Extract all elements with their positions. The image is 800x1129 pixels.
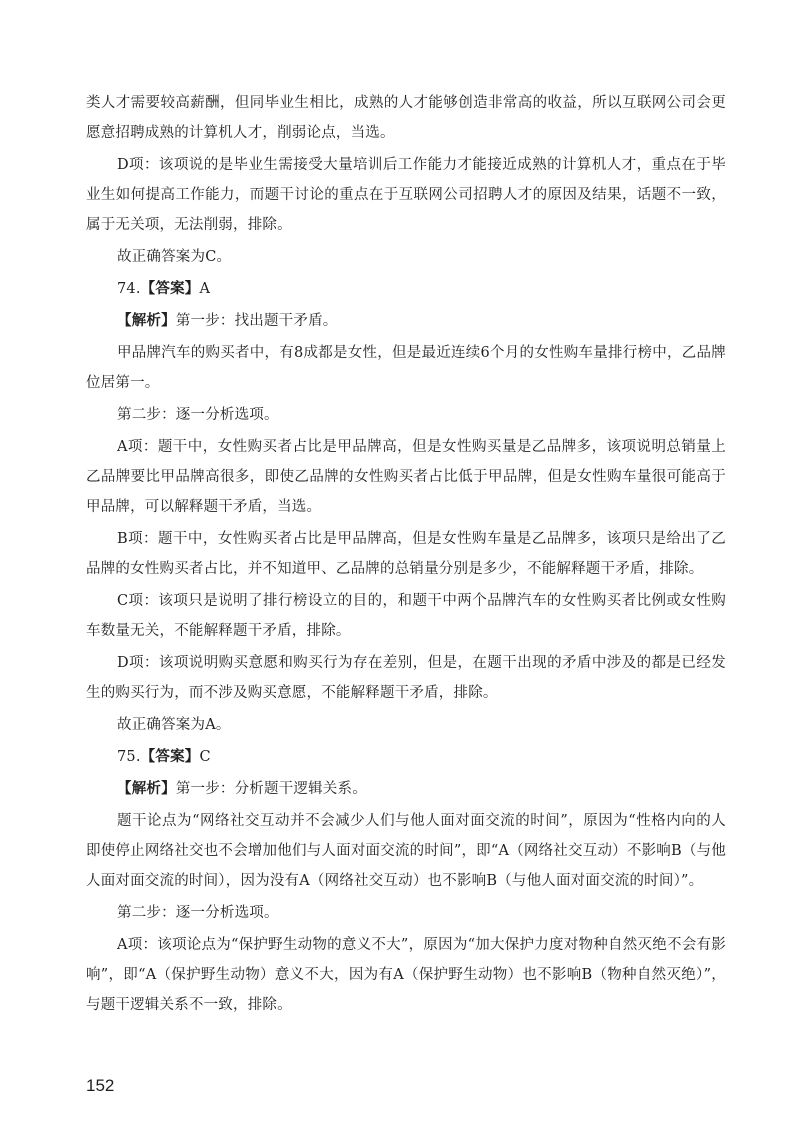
analysis-step: 第一步：找出题干矛盾。	[175, 313, 338, 329]
answer-tag: 【答案】	[140, 748, 200, 765]
paragraph: D项：该项说的是毕业生需接受大量培训后工作能力才能接近成熟的计算机人才，重点在于毕业生如何提高工作能力，而题干讨论的重点在于互联网公司招聘人才的原因及结果，话题不一致，属于无关项，无法削弱，排除。	[86, 157, 726, 233]
paragraph: C项：该项只是说明了排行榜设立的目的，和题干中两个品牌汽车的女性购买者比例或女性购车数量无关，不能解释题干矛盾，排除。	[86, 593, 726, 639]
paragraph: A项：该项论点为“保护野生动物的意义不大”，原因为“加大保护力度对物种自然灭绝不会有影响”，即“A（保护野生动物）意义不大，因为有A（保护野生动物）也不影响B（物种自然灭绝）”，与题干逻辑关系不一致，排除。	[86, 937, 726, 1013]
paragraph: 第二步：逐一分析选项。	[117, 407, 279, 423]
analysis-heading	[86, 774, 726, 804]
answer-value: A	[199, 281, 211, 297]
paragraph: D项：该项说明购买意愿和购买行为存在差别，但是，在题干出现的矛盾中涉及的都是已经发生的购买行为，而不涉及购买意愿，不能解释题干矛盾，排除。	[86, 655, 726, 701]
answer-heading-74	[86, 274, 726, 304]
paragraph: B项：题干中，女性购买者占比是甲品牌高，但是女性购车量是乙品牌多，该项只是给出了乙品牌的女性购买者占比，并不知道甲、乙品牌的总销量分别是多少，不能解释题干矛盾，排除。	[86, 531, 726, 577]
analysis-heading	[86, 306, 726, 336]
paragraph: 题干论点为“网络社交互动并不会减少人们与他人面对面交流的时间”，原因为“性格内向的人即使停止网络社交也不会增加他们与人面对面交流的时间”，即“A（网络社交互动）不影响B（与他人面对面交流的时间），因为没有A（网络社交互动）也不影响B（与他人面对面交流的时间）”。	[86, 813, 726, 889]
analysis-step: 第一步：分析题干逻辑关系。	[175, 781, 367, 797]
paragraph: 甲品牌汽车的购买者中，有8成都是女性，但是最近连续6个月的女性购车量排行榜中，乙品牌位居第一。	[86, 345, 726, 391]
page-content	[86, 88, 726, 1022]
question-number: 74.	[117, 281, 141, 297]
page-number: 152	[86, 1076, 115, 1095]
analysis-tag: 【解析】	[117, 312, 176, 329]
paragraph: 第二步：逐一分析选项。	[117, 905, 279, 921]
paragraph: 故正确答案为C。	[117, 249, 232, 265]
paragraph: 类人才需要较高薪酬，但同毕业生相比，成熟的人才能够创造非常高的收益，所以互联网公司会更愿意招聘成熟的计算机人才，削弱论点，当选。	[86, 95, 726, 141]
answer-tag: 【答案】	[140, 280, 200, 297]
answer-heading-75	[86, 742, 726, 772]
analysis-tag: 【解析】	[117, 780, 176, 797]
question-number: 75.	[117, 749, 141, 765]
paragraph: A项：题干中，女性购买者占比是甲品牌高，但是女性购买量是乙品牌多，该项说明总销量上乙品牌要比甲品牌高很多，即使乙品牌的女性购买者占比低于甲品牌，但是女性购车量很可能高于甲品牌，可以解释题干矛盾，当选。	[86, 439, 726, 515]
paragraph: 故正确答案为A。	[117, 717, 231, 733]
answer-value: C	[199, 749, 211, 765]
